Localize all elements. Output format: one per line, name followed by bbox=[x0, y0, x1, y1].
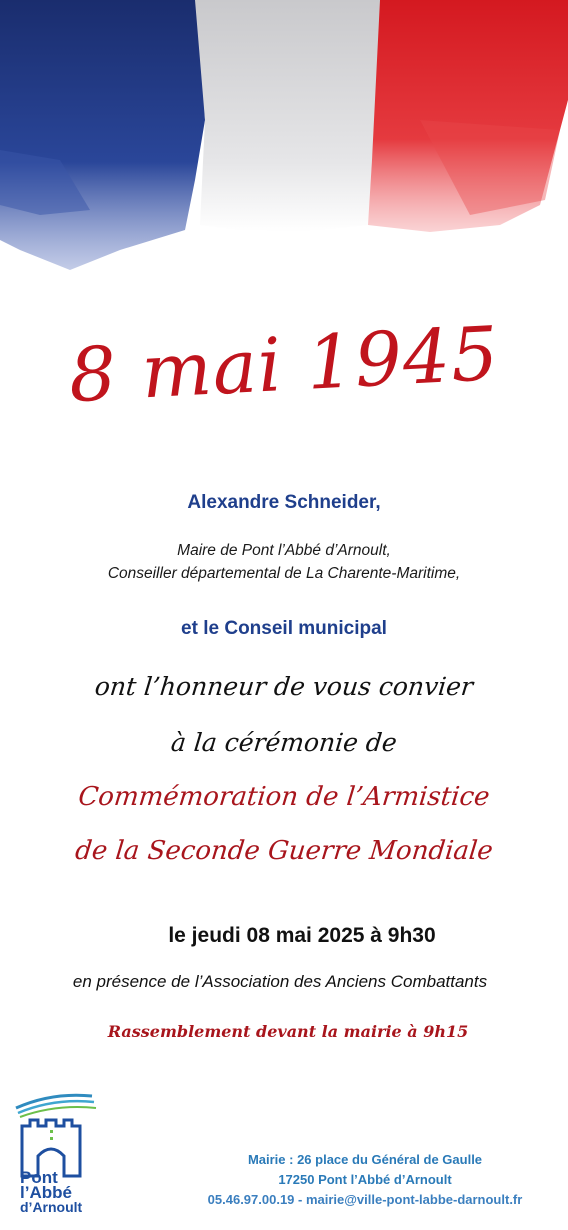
logo-word-2: l’Abbé bbox=[20, 1183, 72, 1202]
town-logo bbox=[12, 1086, 104, 1222]
host-name: Alexandre Schneider, bbox=[187, 492, 381, 513]
contact-phone-email[interactable]: 05.46.97.00.19 - mairie@ville-pont-labbe-darnoult.fr bbox=[207, 1192, 523, 1207]
french-flag-graphic bbox=[0, 0, 568, 300]
event-name-line-1: Commémoration de l’Armistice bbox=[76, 782, 492, 812]
host-role-line-2: Conseiller départemental de La Charente-Maritime, bbox=[107, 565, 461, 582]
invitation-line-2: à la cérémonie de bbox=[169, 728, 399, 757]
presence-note: en présence de l’Association des Anciens Combattants bbox=[72, 972, 488, 991]
event-date: le jeudi 08 mai 2025 à 9h30 bbox=[168, 924, 436, 947]
town-logo-wordmark bbox=[20, 1170, 82, 1215]
contact-address: Mairie : 26 place du Général de Gaulle bbox=[247, 1152, 483, 1167]
council-heading: et le Conseil municipal bbox=[181, 618, 387, 639]
logo-word-3: d’Arnoult bbox=[20, 1199, 83, 1215]
gathering-note: Rassemblement devant la mairie à 9h15 bbox=[107, 1022, 469, 1041]
event-name-line-2: de la Seconde Guerre Mondiale bbox=[73, 836, 495, 866]
event-title: 8 mai 1945 bbox=[66, 310, 502, 420]
french-flag-watercolor bbox=[0, 0, 568, 300]
host-role bbox=[0, 539, 568, 585]
invitation-line-1: ont l’honneur de vous convier bbox=[93, 672, 475, 701]
logo-word-1: Pont bbox=[20, 1168, 58, 1187]
host-role-line-1: Maire de Pont l’Abbé d’Arnoult, bbox=[177, 542, 391, 559]
contact-city: 17250 Pont l’Abbé d’Arnoult bbox=[278, 1172, 452, 1187]
